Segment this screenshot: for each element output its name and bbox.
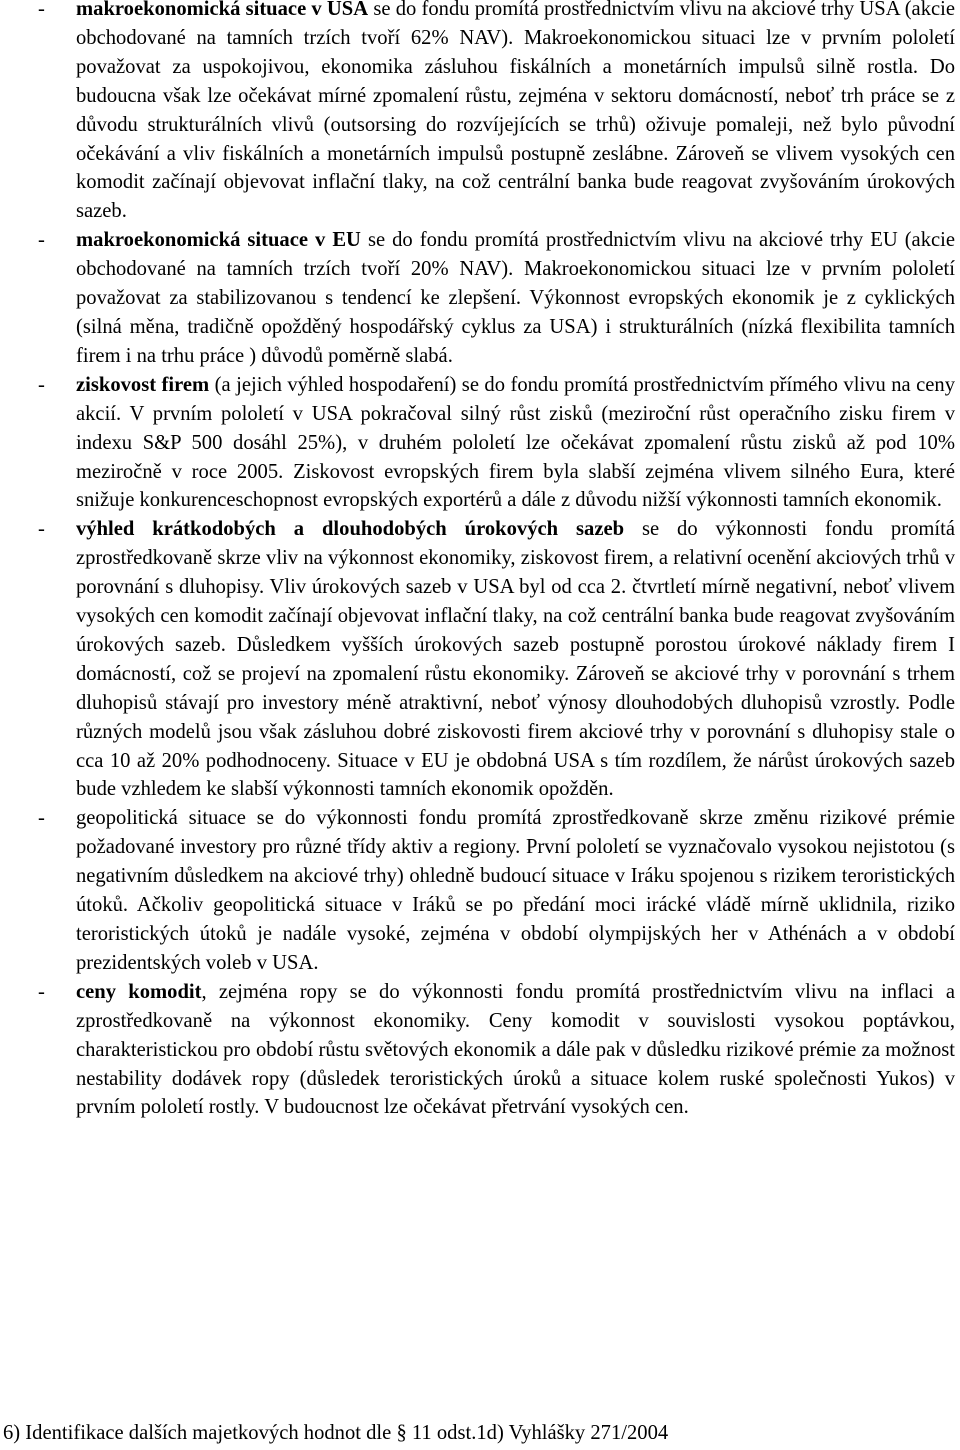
list-item-eu-macro	[0, 226, 960, 371]
list-item-usa-macro	[0, 0, 960, 226]
section-heading: 6) Identifikace dalších majetkových hodnot dle § 11 odst.1d) Vyhlášky 271/2004	[3, 1422, 669, 1444]
item-text: se do fondu promítá prostřednictvím vlivu na akciové trhy EU (akcie obchodované na tamních trzích tvoří 20% NAV). Makroekonomickou situaci lze v prvním pololetí považovat za stabilizovanou s tendencí ke zlepšení. Výkonnost evropských ekonomik je z cyklických (silná měna, tradičně opožděný hospodářský cyklus za USA) i strukturálních (nízká flexibilita tamních firem i na trhu práce ) důvodů poměrně slabá.	[76, 229, 955, 367]
item-heading: makroekonomická situace v EU	[76, 229, 361, 252]
list-dash: -	[38, 518, 45, 541]
list-dash: -	[38, 373, 45, 396]
item-text: , zejména ropy se do výkonnosti fondu promítá prostřednictvím vlivu na inflaci a zprostředkovaně na výkonnost ekonomiky. Ceny komodit v souvislosti vysokou poptávkou, charakteristickou pro období růstu světových ekonomik a dále pak v důsledku rizikové prémie za možnost nestability dodávek ropy (důsledek teroristických úroků a situace kolem ruské společnosti Yukos) v prvním pololetí rostly. V budoucnost lze očekávat přetrvání vysokých cen.	[76, 980, 955, 1119]
list-item-profitability	[0, 371, 960, 516]
item-heading: makroekonomická situace v USA	[76, 0, 369, 20]
item-text: se do fondu promítá prostřednictvím vlivu na akciové trhy USA (akcie obchodované na tamních trzích tvoří 62% NAV). Makroekonomickou situaci lze v prvním pololetí považovat za uspokojivou, ekonomika zásluhou fiskálních a monetárních impulsů silně rostla. Do budoucna však lze očekávat mírné zpomalení růstu, zejména v sektoru domácností, neboť trh práce se z důvodu strukturálních vlivů (outsorsing do rozvíjejících se trhů) oživuje pomaleji, než bylo původní očekávání a vliv fiskálních a monetárních impulsů postupně zeslábne. Zároveň se vlivem vysokých cen komodit začínají objevovat inflační tlaky, na což centrální banka bude reagovat zvyšováním úrokových sazeb.	[76, 0, 955, 223]
list-dash: -	[38, 229, 45, 252]
list-item-geopolitics	[0, 804, 960, 977]
item-heading: ceny komodit	[76, 980, 202, 1003]
list-dash: -	[38, 807, 45, 830]
item-heading: ziskovost firem	[76, 373, 210, 396]
list-dash: -	[38, 980, 45, 1003]
item-text: geopolitická situace se do výkonnosti fondu promítá zprostředkovaně skrze změnu rizikové prémie požadované investory pro různé třídy aktiv a regiony. První pololetí se vyznačovalo vysokou nejistotou (s negativním důsledkem na akciové trhy) ohledně budoucí situace v Iráku spojenou s rizikem teroristických útoků. Ačkoliv geopolitická situace v Iráků se po předání moci irácké vládě mírně uklidnila, riziko teroristických útoků je nadále vysoké, zejména v období olympijských her v Athénách a v období prezidentských voleb v USA.	[76, 807, 955, 974]
item-text: se do výkonnosti fondu promítá zprostředkovaně skrze vliv na výkonnost ekonomiky, ziskovost firem, a relativní ocenění akciových trhů v porovnání s dluhopisy. Vliv úrokových sazeb v USA byl od cca 2. čtvrtletí mírně negativní, neboť vlivem vysokých cen komodit začínají objevovat inflační tlaky, na což centrální banka bude reagovat zvyšováním úrokových sazeb. Důsledkem vyšších úrokových sazeb postupně porostou úrokové náklady firem I domácností, což se projeví na zpomalení růstu ekonomiky. Zároveň se akciové trhy v porovnání s trhem dluhopisů stávají pro investory méně atraktivní, neboť výnosy dlouhodobých dluhopisů vzrostly. Podle různých modelů jsou však zásluhou dobré ziskovosti firem akciové trhy v porovnání s dluhopisy stale o cca 10 až 20% podhodnoceny. Situace v EU je obdobná USA s tím rozdílem, že nárůst úrokových sazeb bude vzhledem ke slabší výkonnosti tamních ekonomik opožděn.	[76, 518, 955, 801]
item-heading: výhled krátkodobých a dlouhodobých úrokových sazeb	[76, 518, 625, 541]
list-item-interest-rates	[0, 515, 960, 804]
item-text: (a jejich výhled hospodaření) se do fondu promítá prostřednictvím přímého vlivu na ceny akcií. V prvním pololetí v USA pokračoval silný růst zisků (meziroční růst operačního zisku firem v indexu S&P 500 dosáhl 25%), v druhém pololetí lze očekávat zpomalení růstu zisků až pod 10% meziročně v roce 2005. Ziskovost evropských firem byla slabší zejména vlivem silného Eura, které snižuje konkurenceschopnost evropských exportérů a dále z důvodu nižší výkonnosti tamních ekonomik.	[76, 373, 955, 512]
list-item-commodities	[0, 978, 960, 1123]
list-dash: -	[38, 0, 45, 20]
